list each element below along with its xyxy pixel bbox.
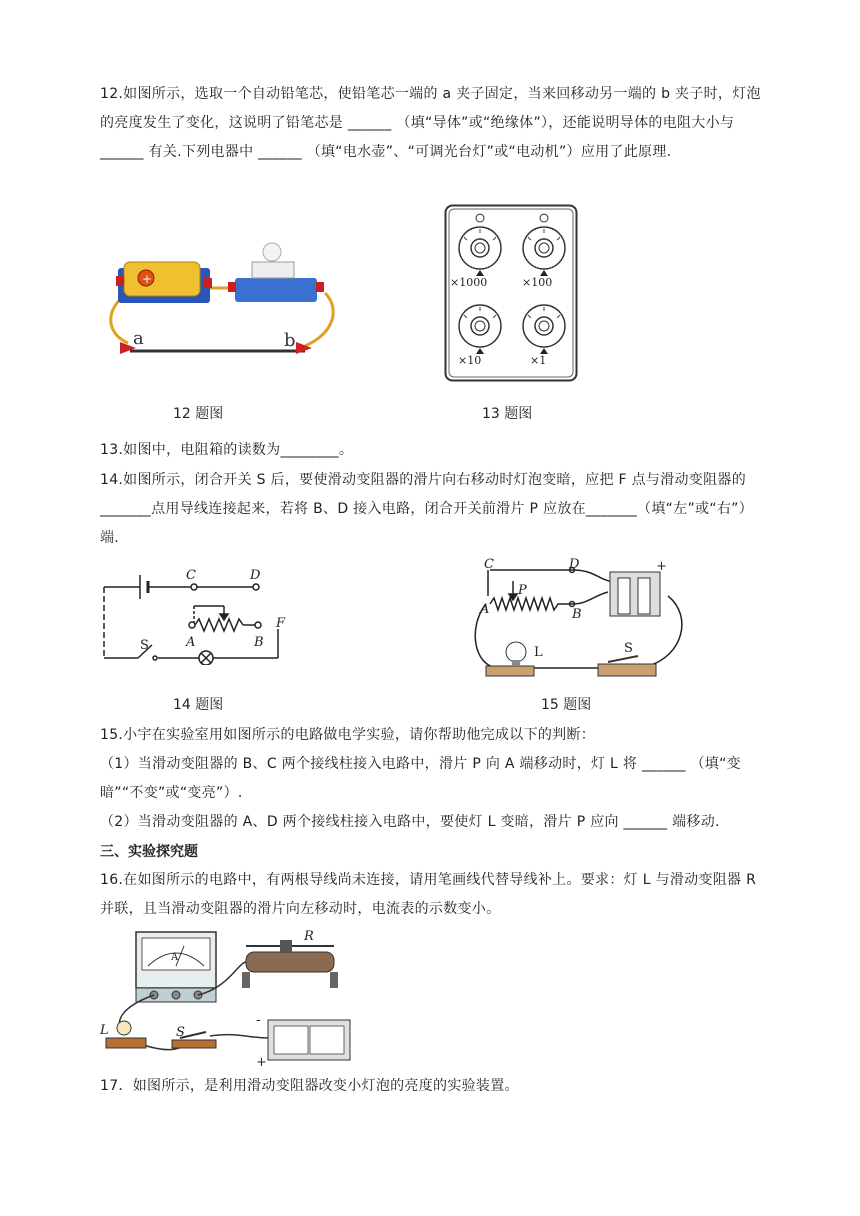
question-17: 17．如图所示，是利用滑动变阻器改变小灯泡的亮度的实验装置。 <box>100 1078 519 1094</box>
dial-label-1: ×1 <box>530 354 547 367</box>
fig14-label-b: B <box>254 635 264 650</box>
fig15-label-plus: + <box>656 559 667 574</box>
question-12: 12.如图所示，选取一个自动铅笔芯，使铅笔芯一端的 a 夹子固定，当来回移动另一端的 b 夹子时，灯泡的亮度发生了变化，这说明了铅笔芯是 ______ （填“导体”或“绝缘体”），还能说明导体的电阻大小与 ______ 有关.下列电器中 ______ （填“电水壶”、“可调光台灯”或“电动机”）应用了此原理. <box>100 86 761 160</box>
fig14-label-d: D <box>250 568 261 583</box>
fig16-label-minus: - <box>256 1012 261 1028</box>
fig14-label-c: C <box>186 568 196 583</box>
question-15-part2: （2）当滑动变阻器的 A、D 两个接线柱接入电路中，要使灯 L 变暗，滑片 P 应向 ______ 端移动. <box>100 814 720 830</box>
fig14-label-f: F <box>276 616 286 631</box>
fig14-label-s: S <box>140 638 149 653</box>
fig16-label-ammeter: A <box>171 952 179 963</box>
dial-label-1000: ×1000 <box>450 276 488 289</box>
question-13: 13.如图中，电阻箱的读数为________。 <box>100 442 354 458</box>
label-a: a <box>133 328 144 349</box>
caption-13: 13 题图 <box>482 406 533 422</box>
fig16-label-s: S <box>176 1025 185 1040</box>
question-15-part1: （1）当滑动变阻器的 B、C 两个接线柱接入电路中，滑片 P 向 A 端移动时，灯 L 将 ______ （填“变暗”“不变”或“变亮”）. <box>100 756 741 801</box>
figure-15 <box>468 556 693 686</box>
dial-label-100: ×100 <box>522 276 553 289</box>
dial-label-10: ×10 <box>458 354 482 367</box>
fig15-label-b: B <box>572 607 582 622</box>
fig15-label-a: A <box>480 602 490 617</box>
fig16-label-plus: + <box>256 1055 267 1068</box>
fig14-label-a: A <box>186 635 196 650</box>
fig15-label-c: C <box>484 557 494 572</box>
figure-14 <box>98 565 293 665</box>
caption-15: 15 题图 <box>541 697 592 713</box>
fig16-label-r: R <box>304 929 314 944</box>
figure-13 <box>444 204 578 382</box>
section-title: 三、实验探究题 <box>100 844 198 860</box>
caption-14: 14 题图 <box>173 697 224 713</box>
svg-text:+: + <box>142 272 153 286</box>
figure-16 <box>98 928 360 1068</box>
fig15-label-d: D <box>569 557 580 572</box>
fig15-label-p: P <box>518 583 527 598</box>
fig15-label-l: L <box>534 645 543 660</box>
question-16: 16.在如图所示的电路中，有两根导线尚未连接，请用笔画线代替导线补上。要求：灯 L 与滑动变阻器 R 并联，且当滑动变阻器的滑片向左移动时，电流表的示数变小。 <box>100 872 757 917</box>
label-b: b <box>284 330 296 351</box>
question-14: 14.如图所示，闭合开关 S 后，要使滑动变阻器的滑片向右移动时灯泡变暗，应把 F 点与滑动变阻器的_______点用导线连接起来，若将 B、D 接入电路，闭合开关前滑片 P 应放在_______（填“左”或“右”）端. <box>100 472 754 546</box>
question-15-intro: 15.小宇在实验室用如图所示的电路做电学实验，请你帮助他完成以下的判断： <box>100 727 596 743</box>
fig15-label-s: S <box>624 641 633 656</box>
figure-12 <box>100 238 340 358</box>
caption-12: 12 题图 <box>173 406 224 422</box>
fig16-label-l: L <box>100 1023 109 1038</box>
